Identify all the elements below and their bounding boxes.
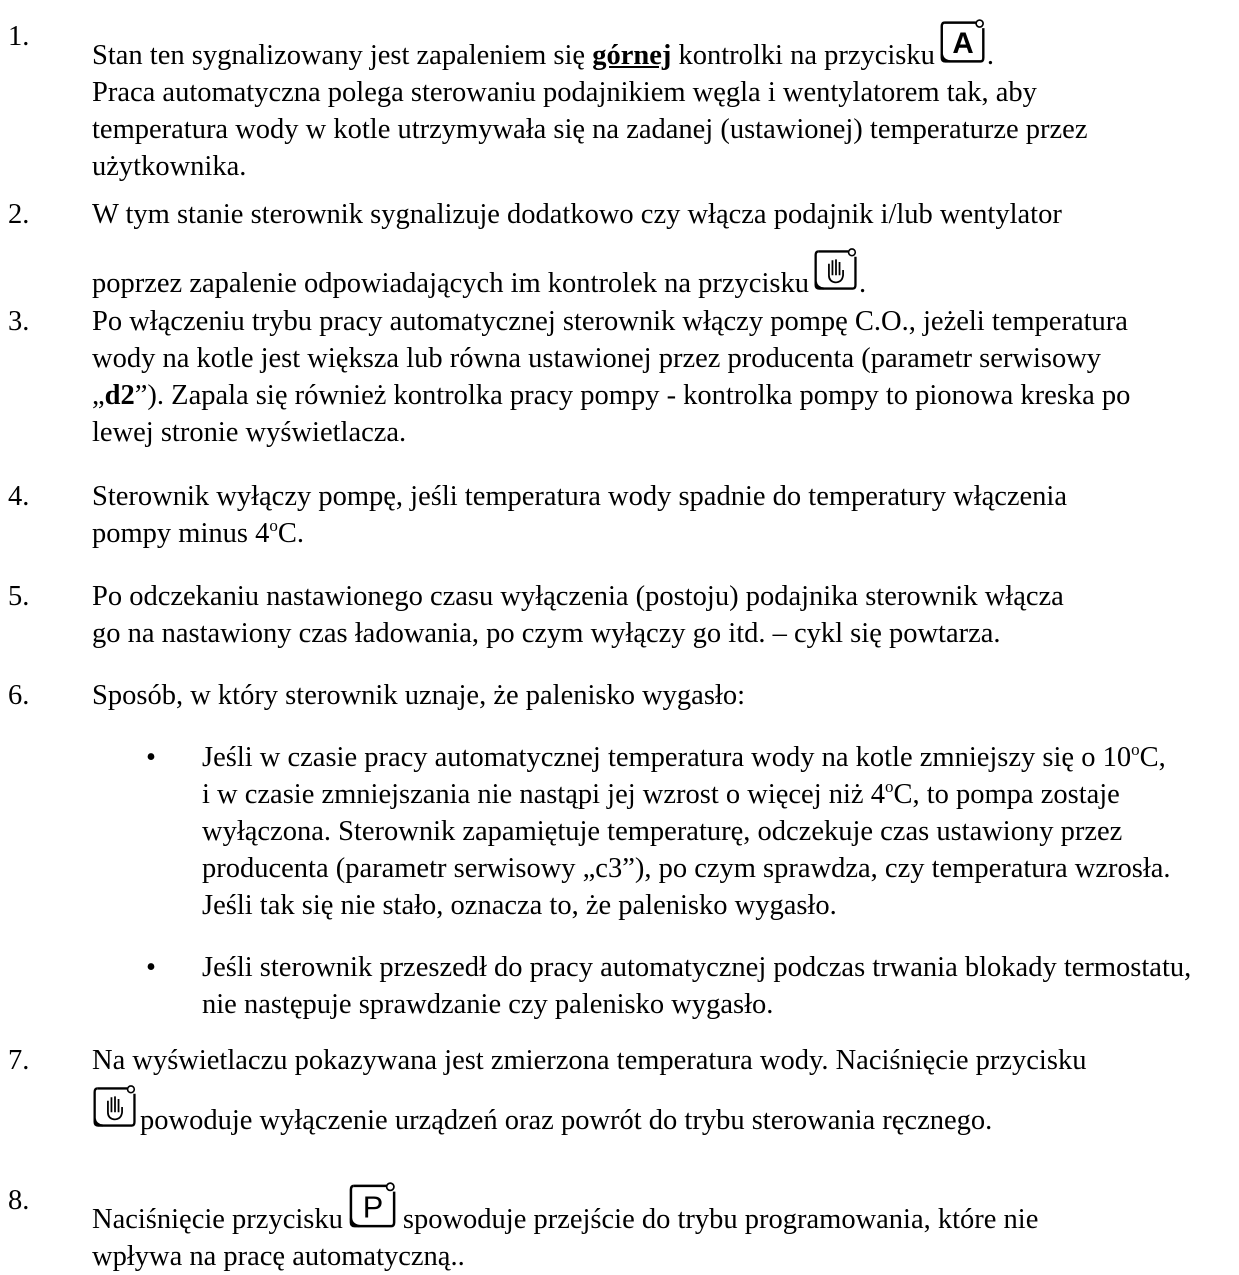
item-text [92, 677, 1232, 714]
item-text [92, 478, 1232, 552]
text-line: Praca automatyczna polega sterowaniu podajnikiem węgla i wentylatorem tak, aby [92, 77, 1037, 108]
item-text [92, 1042, 1232, 1139]
text-line: Po odczekaniu nastawionego czasu wyłączenia (postoju) podajnika sterownik włącza [92, 581, 1064, 612]
text-line: „d2”). Zapala się również kontrolka pracy pompy - kontrolka pompy to pionowa kreska po [92, 380, 1131, 411]
auto-button-icon [939, 18, 987, 66]
text-line: nie następuje sprawdzanie czy palenisko wygasło. [202, 989, 774, 1020]
text-line: wpływa na pracę automatyczną.. [92, 1241, 465, 1272]
bullet-symbol: • [146, 742, 156, 773]
item-text [92, 578, 1232, 652]
text-line: producenta (parametr serwisowy „c3”), po czym sprawdza, czy temperatura wzrosła. [202, 853, 1171, 884]
text-line: W tym stanie sterownik sygnalizuje dodatkowo czy włącza podajnik i/lub wentylator [92, 199, 1062, 230]
text-line: Stan ten sygnalizowany jest zapaleniem się górnej kontrolki na przycisku A . [92, 18, 1232, 74]
text-line: lewej stronie wyświetlacza. [92, 417, 407, 448]
text-line: Naciśnięcie przycisku P spowoduje przejście do trybu programowania, które nie [92, 1182, 1232, 1238]
hand-button-icon [813, 246, 859, 294]
item-text [92, 1182, 1232, 1275]
text-line: Po włączeniu trybu pracy automatycznej sterownik włączy pompę C.O., jeżeli temperatura [92, 306, 1128, 337]
text-line: użytkownika. [92, 151, 247, 182]
hand-button-icon [92, 1083, 138, 1131]
text-line: Na wyświetlaczu pokazywana jest zmierzona temperatura wody. Naciśnięcie przycisku [92, 1045, 1087, 1076]
text-line: Jeśli tak się nie stało, oznacza to, że palenisko wygasło. [202, 890, 837, 921]
text-line: Sterownik wyłączy pompę, jeśli temperatura wody spadnie do temperatury włączenia [92, 481, 1067, 512]
text-line: pompy minus 4$^o$C. [92, 516, 304, 549]
svg-text:P: P [362, 1189, 384, 1225]
bullet-text [202, 949, 1239, 1023]
text-line: go na nastawiony czas ładowania, po czym wyłączy go itd. – cykl się powtarza. [92, 618, 1001, 649]
param-code: d2 [104, 380, 135, 411]
item-number: 1. [8, 21, 30, 52]
text-line: powoduje wyłączenie urządzeń oraz powrót do trybu sterowania ręcznego. [92, 1083, 1232, 1139]
item-number: 4. [8, 481, 30, 512]
item-number: 2. [8, 199, 30, 230]
text-line: wyłączona. Sterownik zapamiętuje temperaturę, odczekuje czas ustawiony przez [202, 816, 1123, 847]
text-line: Sposób, w który sterownik uznaje, że palenisko wygasło: [92, 680, 746, 711]
text-line: wody na kotle jest większa lub równa ustawionej przez producenta (parametr serwisowy [92, 343, 1102, 374]
svg-text:A: A [952, 27, 974, 61]
text-line: Jeśli sterownik przeszedł do pracy automatycznej podczas trwania blokady termostatu, [202, 952, 1192, 983]
item-text [92, 303, 1232, 451]
item-number: 6. [8, 680, 30, 711]
bullet-symbol: • [146, 952, 156, 983]
emphasis-upper: górnej [592, 40, 672, 71]
item-text [92, 18, 1232, 185]
text-line: temperatura wody w kotle utrzymywała się na zadanej (ustawionej) temperaturze przez [92, 114, 1088, 145]
item-number: 8. [8, 1185, 30, 1216]
program-button-icon [347, 1182, 399, 1230]
text-line: poprzez zapalenie odpowiadających im kontrolek na przycisku . [92, 246, 1232, 302]
item-number: 7. [8, 1045, 30, 1076]
bullet-text [202, 739, 1239, 924]
text-line: i w czasie zmniejszania nie nastąpi jej wzrost o więcej niż 4$^o$C, to pompa zostaje [202, 777, 1120, 810]
item-text [92, 196, 1232, 302]
item-number: 3. [8, 306, 30, 337]
text-line: Jeśli w czasie pracy automatycznej temperatura wody na kotle zmniejszy się o 10$^o$C, [202, 740, 1166, 773]
item-number: 5. [8, 581, 30, 612]
